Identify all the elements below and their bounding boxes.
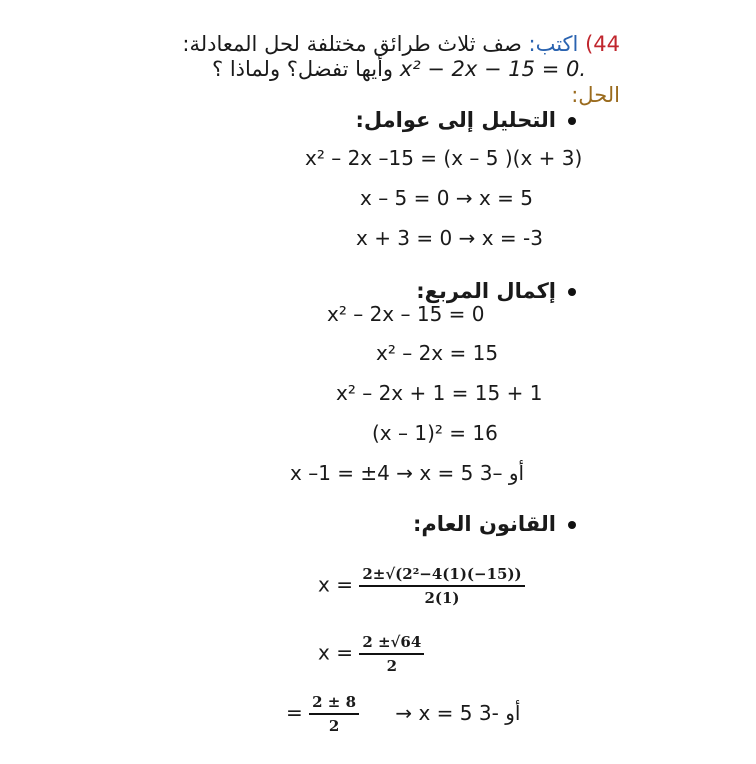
quadratic-formula-heading-text: القانون العام: [413, 512, 556, 536]
factoring-line-1: x² – 2x –15 = (x – 5 )(x + 3) [305, 146, 583, 170]
question-number: 44) [585, 32, 620, 56]
formula-line-1-numerator: 2±√(2²−4(1)(−15)) [359, 565, 524, 587]
completing-square-heading-text: إكمال المربع: [416, 279, 556, 303]
question-line-1 [182, 32, 620, 56]
question-line-2 [212, 57, 586, 81]
formula-line-1-denominator: 2(1) [424, 589, 460, 607]
question-verb: اكتب: [528, 32, 579, 56]
bullet-icon [568, 288, 576, 296]
formula-line-2-lhs: x = [318, 640, 353, 665]
quadratic-formula-heading [413, 512, 576, 536]
solution-label: الحل: [571, 83, 620, 107]
formula-line-3-lhs: = [286, 700, 303, 725]
square-line-4: (x – 1)² = 16 [372, 421, 498, 445]
square-line-2: x² – 2x = 15 [376, 341, 499, 365]
formula-line-1-fraction [359, 565, 524, 607]
question-equation: x² − 2x − 15 = 0. [399, 57, 586, 81]
factoring-heading [356, 108, 576, 132]
formula-line-2-numerator: 2 ±√64 [359, 633, 424, 655]
question-text: صف ثلاث طرائق مختلفة لحل المعادلة: [182, 32, 522, 56]
square-line-1: x² – 2x – 15 = 0 [327, 302, 485, 326]
factoring-heading-text: التحليل إلى عوامل: [355, 108, 556, 132]
formula-line-3-numerator: 2 ± 8 [309, 693, 359, 715]
formula-line-1-lhs: x = [318, 572, 353, 597]
formula-line-2-denominator: 2 [386, 657, 398, 675]
bullet-icon [568, 521, 576, 529]
formula-line-3-fraction [309, 693, 359, 735]
formula-line-3 [286, 693, 520, 735]
bullet-icon [568, 117, 576, 125]
formula-line-3-result: → x = 5 أو -3 [395, 700, 521, 725]
factoring-line-2: x – 5 = 0 → x = 5 [360, 186, 533, 210]
formula-line-3-denominator: 2 [328, 717, 340, 735]
square-line-5: x –1 = ±4 → x = 5 أو –3 [290, 461, 525, 485]
question-line2-text: وأيها تفضل؟ ولماذا ؟ [212, 57, 394, 81]
square-line-3: x² – 2x + 1 = 15 + 1 [336, 381, 543, 405]
formula-line-2-fraction [359, 633, 424, 675]
formula-line-2 [318, 633, 424, 675]
factoring-line-3: x + 3 = 0 → x = -3 [356, 226, 543, 250]
formula-line-1 [318, 565, 525, 607]
completing-square-heading [416, 279, 576, 303]
